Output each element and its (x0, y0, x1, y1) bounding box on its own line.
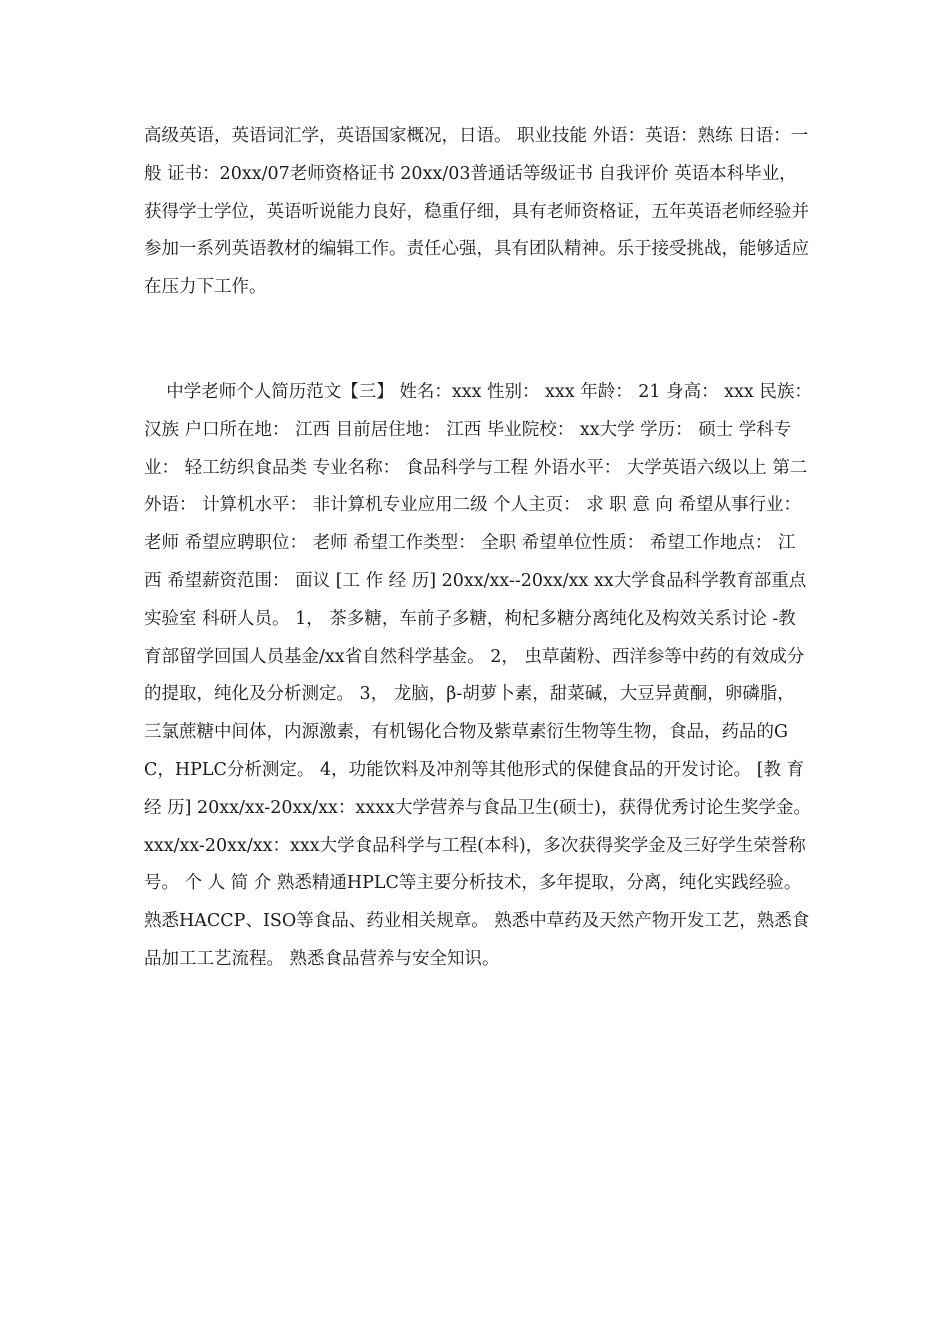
resume-paragraph-skills-evaluation: 高级英语，英语词汇学，英语国家概况，日语。 职业技能 外语：英语：熟练 日语：一般 证书：20xx/07老师资格证书 20xx/03普通话等级证书 自我评价 英语本科毕业，获得学士学位，英语听说能力良好，稳重仔细，具有老师资格证，五年英语老师经验并参加一系列英语教材的编辑工作。责任心强，具有团队精神。乐于接受挑战，能够适应在压力下工作。 (144, 126, 809, 298)
resume-paragraph-sample-three: 中学老师个人简历范文【三】 姓名：xxx 性别： xxx 年龄： 21 身高： xxx 民族： 汉族 户口所在地： 江西 目前居住地： 江西 毕业院校： xx大学 学历： 硕士 学科专业： 轻工纺织食品类 专业名称： 食品科学与工程 外语水平： 大学英语六级以上 第二外语： 计算机水平： 非计算机专业应用二级 个人主页： 求 职 意 向 希望从事行业： 老师 希望应聘职位： 老师 希望工作类型： 全职 希望单位性质： 希望工作地点： 江西 希望薪资范围： 面议 [工 作 经 历] 20xx/xx--20xx/xx xx大学食品科学教育部重点实验室 科研人员。 1， 茶多糖，车前子多糖，枸杞多糖分离纯化及构效关系讨论 -教育部留学回国人员基金/xx省自然科学基金。 2， 虫草菌粉、西洋参等中药的有效成分的提取，纯化及分析测定。 3， 龙脑，β-胡萝卜素，甜菜碱，大豆异黄酮，卵磷脂，三氯蔗糖中间体，内源激素，有机锡化合物及紫草素衍生物等生物，食品，药品的GC，HPLC分析测定。 4，功能饮料及冲剂等其他形式的保健食品的开发讨论。 [教 育 经 历] 20xx/xx-20xx/xx：xxxx大学营养与食品卫生(硕士)，获得优秀讨论生奖学金。 xxx/xx-20xx/xx：xxx大学食品科学与工程(本科)，多次获得奖学金及三好学生荣誉称号。 个 人 简 介 熟悉精通HPLC等主要分析技术，多年提取，分离，纯化实践经验。 熟悉HACCP、ISO等食品、药业相关规章。 熟悉中草药及天然产物开发工艺，熟悉食品加工工艺流程。 熟悉食品营养与安全知识。 (144, 382, 818, 969)
